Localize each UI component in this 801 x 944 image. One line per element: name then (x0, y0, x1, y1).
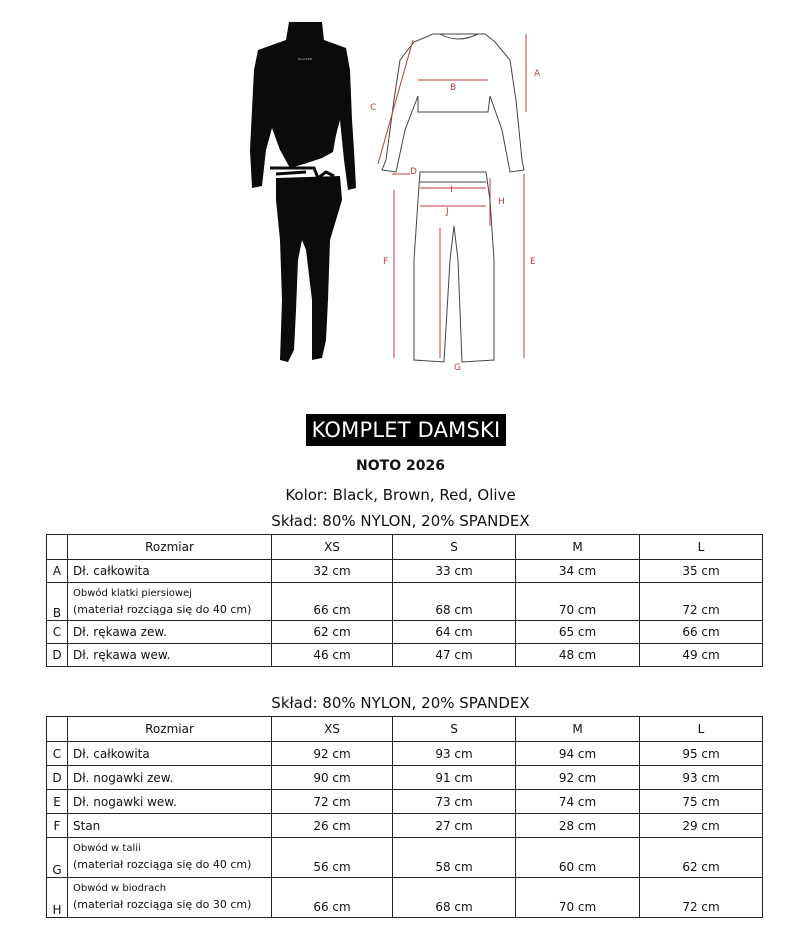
composition-bottom: Skład: 80% NYLON, 20% SPANDEX (271, 694, 530, 712)
measure-name-text: Obwód w talii (73, 843, 141, 854)
size-value: 95 cm (640, 742, 763, 766)
measure-name-text: Obwód w biodrach (73, 883, 167, 894)
size-value: 48 cm (516, 644, 640, 667)
measure-name: Dł. nogawki wew. (68, 790, 272, 814)
header-cell: L (640, 535, 763, 560)
measure-letter: G (47, 838, 68, 878)
measure-name (68, 583, 272, 621)
size-value: 49 cm (640, 644, 763, 667)
diagram-label-c: C (370, 103, 377, 113)
size-value: 68 cm (393, 583, 516, 621)
size-value: 74 cm (516, 790, 640, 814)
measure-letter: D (47, 766, 68, 790)
composition-top: Skład: 80% NYLON, 20% SPANDEX (271, 512, 530, 530)
size-value: 64 cm (393, 621, 516, 644)
measure-letter: E (47, 790, 68, 814)
measure-letter: C (47, 742, 68, 766)
diagram-label-g: G (454, 363, 461, 373)
header-cell: Rozmiar (68, 717, 272, 742)
size-value: 72 cm (640, 583, 763, 621)
measure-name: Dł. rękawa wew. (68, 644, 272, 667)
table-row (47, 742, 763, 766)
size-value: 92 cm (272, 742, 393, 766)
measure-letter: D (47, 644, 68, 667)
table-row (47, 621, 763, 644)
measure-name-text: Obwód klatki piersiowej (73, 588, 193, 599)
size-value: 32 cm (272, 560, 393, 583)
size-value: 58 cm (393, 838, 516, 878)
header-cell (47, 717, 68, 742)
size-value: 35 cm (640, 560, 763, 583)
size-value: 62 cm (640, 838, 763, 878)
diagram-label-j: J (446, 207, 449, 217)
size-value: 93 cm (640, 766, 763, 790)
top-drawing (382, 34, 524, 172)
table-row (47, 878, 763, 918)
product-code: NOTO 2026 (356, 458, 445, 474)
size-value: 56 cm (272, 838, 393, 878)
diagram-label-d: D (410, 167, 417, 177)
header-cell: Rozmiar (68, 535, 272, 560)
size-value: 28 cm (516, 814, 640, 838)
table-row (47, 766, 763, 790)
size-value: 68 cm (393, 878, 516, 918)
table-row (47, 814, 763, 838)
header-cell: XS (272, 535, 393, 560)
top-photo-brand: BLACKEN (298, 57, 312, 61)
diagram-label-a: A (534, 69, 541, 79)
diagram-label-h: H (498, 197, 505, 207)
size-value: 60 cm (516, 838, 640, 878)
product-figure (0, 0, 801, 380)
measure-note: (materiał rozciąga się do 40 cm) (73, 603, 252, 616)
size-value: 90 cm (272, 766, 393, 790)
size-value: 92 cm (516, 766, 640, 790)
size-value: 75 cm (640, 790, 763, 814)
header-cell (47, 535, 68, 560)
trousers-photo (276, 176, 342, 362)
size-table-top (46, 534, 763, 667)
table-header-row (47, 717, 763, 742)
measure-letter: B (47, 583, 68, 621)
header-cell: M (516, 535, 640, 560)
trousers-drawing (414, 172, 494, 362)
size-value: 27 cm (393, 814, 516, 838)
size-value: 70 cm (516, 583, 640, 621)
header-cell: S (393, 535, 516, 560)
table-header-row (47, 535, 763, 560)
page-title: KOMPLET DAMSKI (306, 414, 506, 446)
table-row (47, 644, 763, 667)
size-value: 66 cm (640, 621, 763, 644)
measure-note: (materiał rozciąga się do 30 cm) (73, 898, 252, 911)
measure-note: (materiał rozciąga się do 40 cm) (73, 858, 252, 871)
size-value: 65 cm (516, 621, 640, 644)
table-row (47, 560, 763, 583)
header-cell: S (393, 717, 516, 742)
diagram-label-e: E (530, 257, 536, 267)
measure-letter: H (47, 878, 68, 918)
size-value: 33 cm (393, 560, 516, 583)
header-cell: L (640, 717, 763, 742)
measure-letter: A (47, 560, 68, 583)
size-value: 34 cm (516, 560, 640, 583)
color-line: Kolor: Black, Brown, Red, Olive (285, 486, 516, 504)
size-value: 46 cm (272, 644, 393, 667)
diagram-label-b: B (450, 83, 457, 93)
size-value: 66 cm (272, 583, 393, 621)
size-value: 73 cm (393, 790, 516, 814)
measure-name: Stan (68, 814, 272, 838)
size-value: 70 cm (516, 878, 640, 918)
size-value: 62 cm (272, 621, 393, 644)
header-cell: M (516, 717, 640, 742)
size-value: 47 cm (393, 644, 516, 667)
measure-name: Dł. całkowita (68, 560, 272, 583)
size-value: 29 cm (640, 814, 763, 838)
header-cell: XS (272, 717, 393, 742)
measure-name: Dł. nogawki zew. (68, 766, 272, 790)
measure-letter: F (47, 814, 68, 838)
size-table-bottom (46, 716, 763, 918)
size-value: 72 cm (272, 790, 393, 814)
size-value: 91 cm (393, 766, 516, 790)
measure-name: Dł. rękawa zew. (68, 621, 272, 644)
measure-name (68, 838, 272, 878)
table-row (47, 583, 763, 621)
diagram-label-i: I (450, 185, 453, 195)
measure-name: Dł. całkowita (68, 742, 272, 766)
table-row (47, 838, 763, 878)
size-value: 26 cm (272, 814, 393, 838)
diagram-label-f: F (383, 257, 389, 267)
size-value: 94 cm (516, 742, 640, 766)
top-photo (250, 22, 356, 190)
size-value: 66 cm (272, 878, 393, 918)
size-value: 93 cm (393, 742, 516, 766)
table-row (47, 790, 763, 814)
size-value: 72 cm (640, 878, 763, 918)
measure-letter: C (47, 621, 68, 644)
measure-name (68, 878, 272, 918)
